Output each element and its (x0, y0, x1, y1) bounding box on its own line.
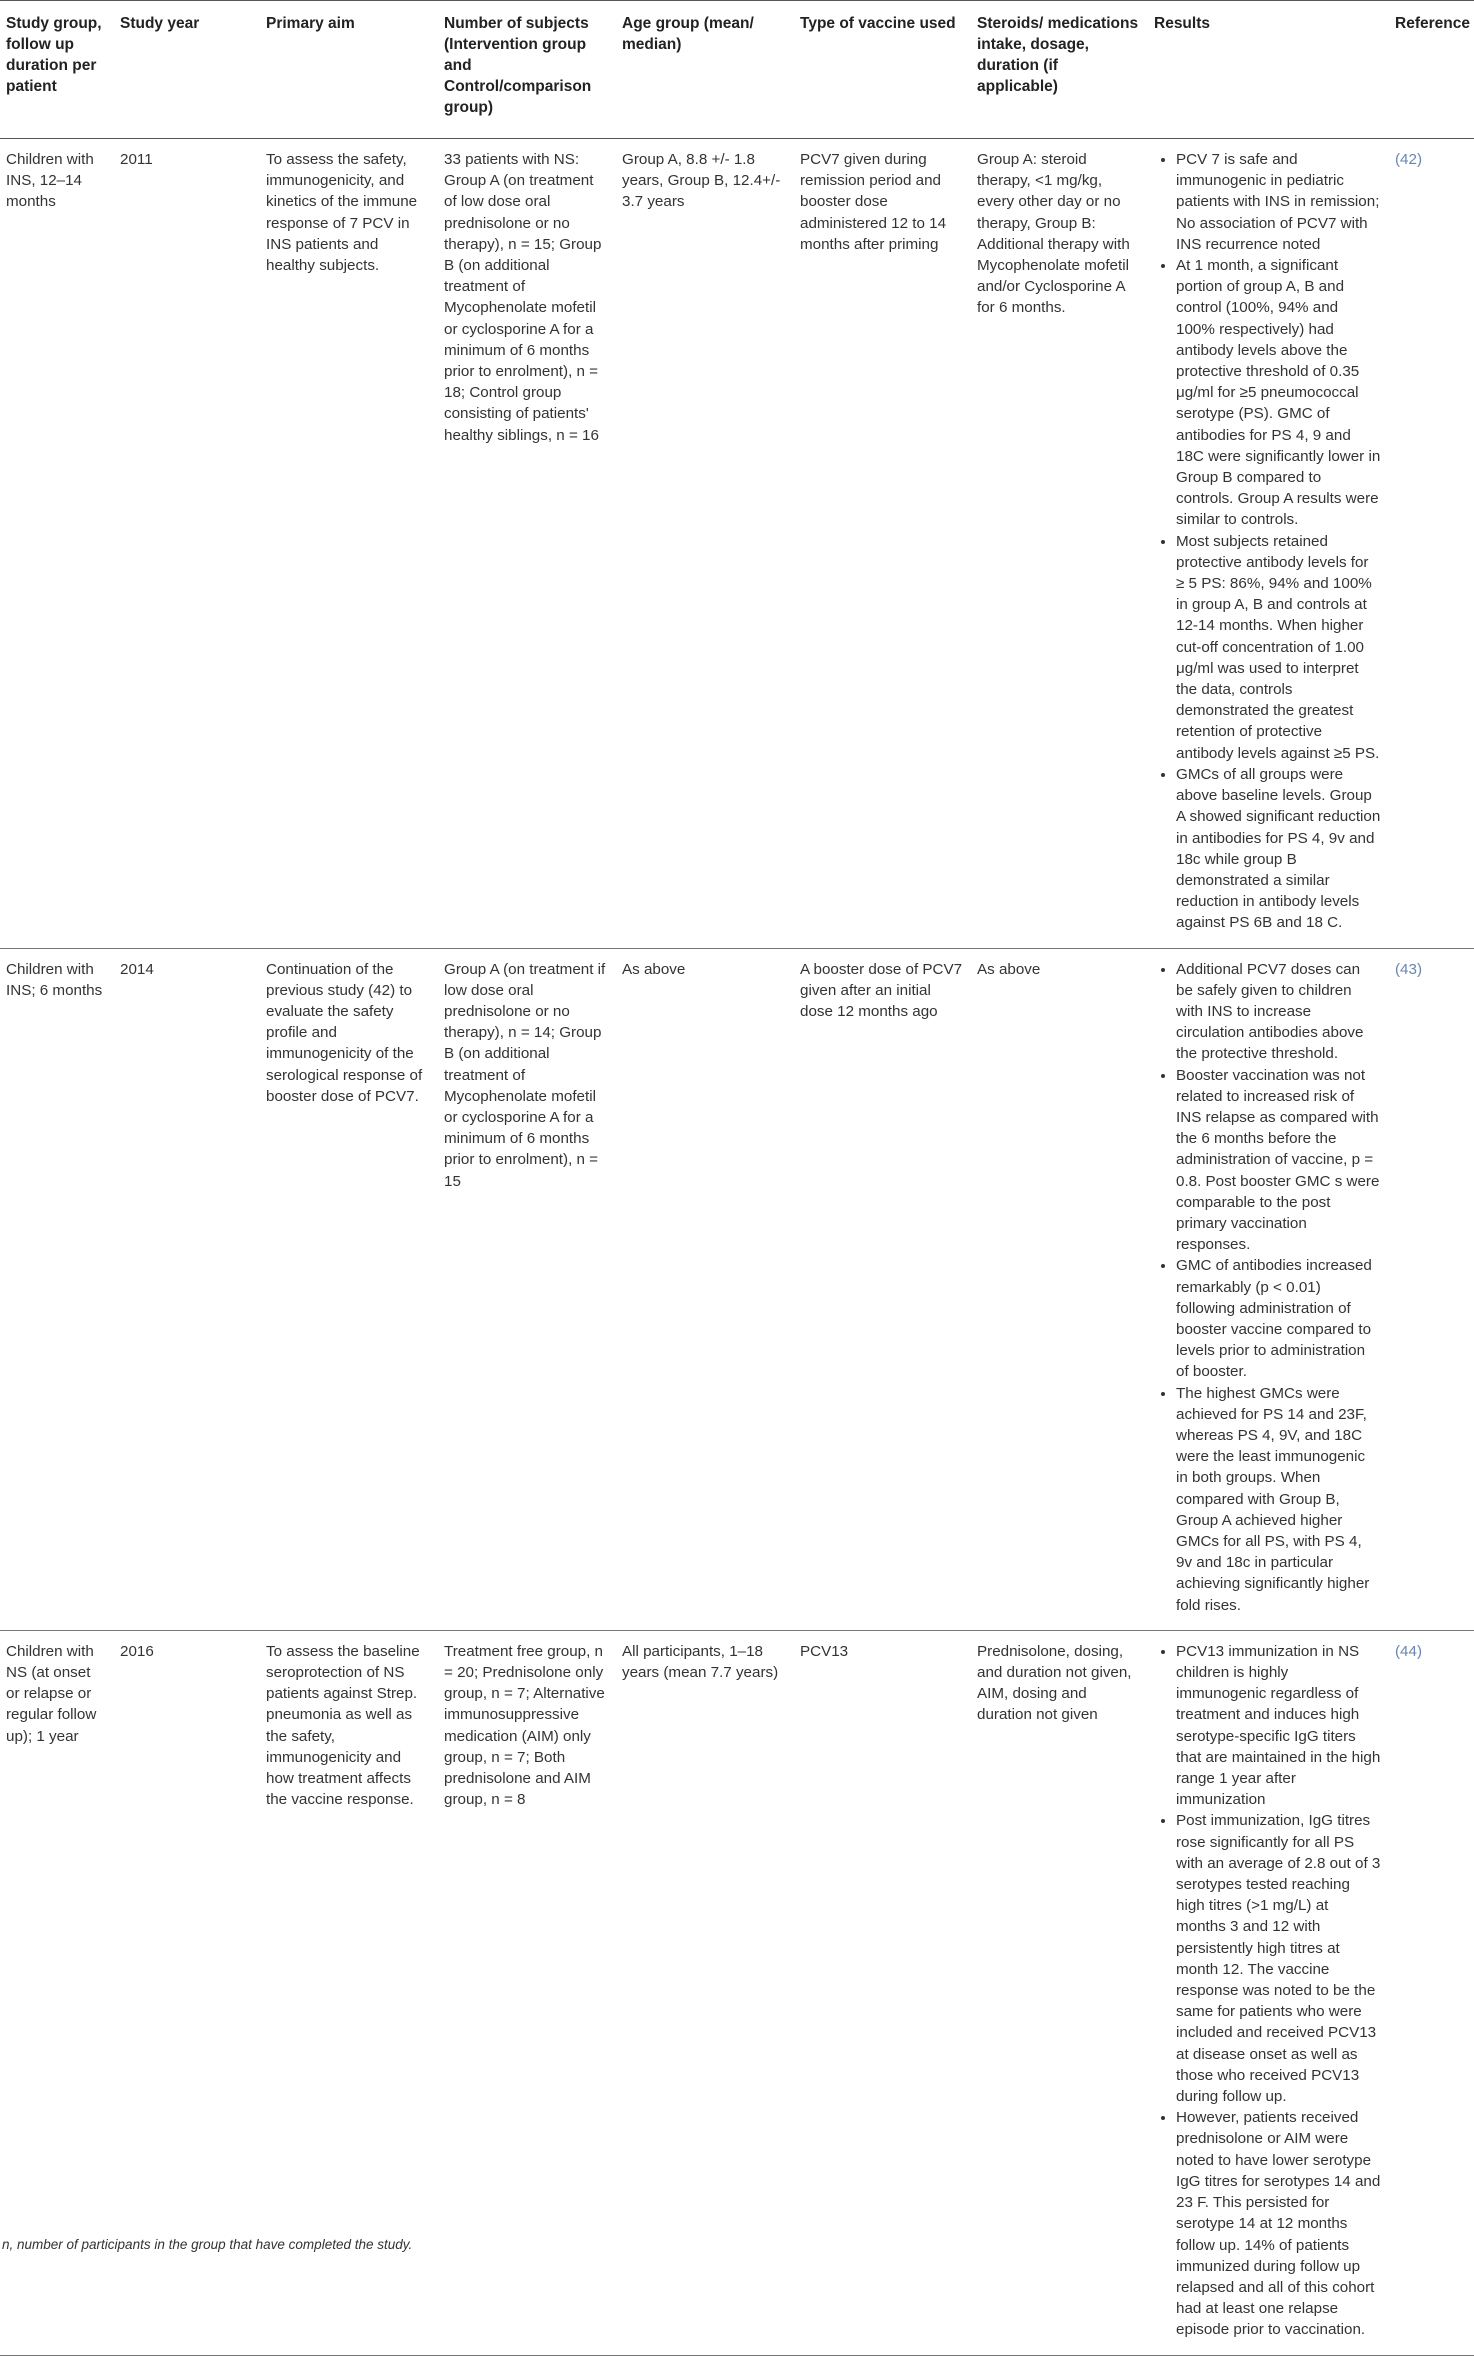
header-study-year: Study year (114, 1, 260, 139)
cell-results (1148, 948, 1389, 1630)
result-item: • However, patients received prednisolone or AIM were noted to have lower serotype IgG titres for serotypes 14 and 23 F. This persisted for serotype 14 at 12 months follow up. 14% of patients immunized during follow up relapsed and all of this cohort had at least one relapse episode prior to vaccination. (1176, 2107, 1381, 2340)
table-body (0, 139, 1474, 2356)
cell-study-group: Children with NS (at onset or relapse or regular follow up); 1 year (0, 1630, 114, 2355)
reference-link[interactable]: (44) (1395, 1642, 1423, 1660)
cell-reference (1389, 139, 1474, 949)
table-row (0, 139, 1474, 949)
cell-primary-aim: To assess the safety, immunogenicity, and kinetics of the immune response of 7 PCV in INS patients and healthy subjects. (260, 139, 438, 949)
cell-steroids: As above (971, 948, 1148, 1630)
cell-study-year: 2014 (114, 948, 260, 1630)
cell-subjects: Group A (on treatment if low dose oral prednisolone or no therapy), n = 14; Group B (on additional treatment of Mycophenolate mofetil or cyclosporine A for a minimum of 6 months prior to enrolment), n = 15 (438, 948, 616, 1630)
cell-age-group: All participants, 1–18 years (mean 7.7 years) (616, 1630, 794, 2355)
result-item: • GMC of antibodies increased remarkably (p < 0.01) following administration of booster vaccine compared to levels prior to administration of booster. (1176, 1255, 1381, 1382)
header-vaccine-type: Type of vaccine used (794, 1, 971, 139)
cell-study-group: Children with INS; 6 months (0, 948, 114, 1630)
reference-link[interactable]: (42) (1395, 151, 1423, 168)
table-footnote: n, number of participants in the group that have completed the study. (2, 2237, 413, 2252)
reference-link[interactable]: (43) (1395, 960, 1423, 978)
cell-results (1148, 1630, 1389, 2355)
result-item: • PCV 7 is safe and immunogenic in pediatric patients with INS in remission; No association of PCV7 with INS recurrence noted (1176, 149, 1381, 255)
cell-age-group: Group A, 8.8 +/- 1.8 years, Group B, 12.4+/- 3.7 years (616, 139, 794, 949)
table-row (0, 948, 1474, 1630)
result-item: • Booster vaccination was not related to increased risk of INS relapse as compared with the 6 months before the administration of vaccine, p = 0.8. Post booster GMC s were comparable to the post primary vaccination responses. (1176, 1065, 1381, 1256)
result-item: • The highest GMCs were achieved for PS 14 and 23F, whereas PS 4, 9V, and 18C were the least immunogenic in both groups. When compared with Group B, Group A achieved higher GMCs for all PS, with PS 4, 9v and 18c in particular achieving significantly higher fold rises. (1176, 1383, 1381, 1616)
cell-study-group: Children with INS, 12–14 months (0, 139, 114, 949)
result-item: • Most subjects retained protective antibody levels for ≥ 5 PS: 86%, 94% and 100% in group A, B and controls at 12-14 months. When higher cut-off concentration of 1.00 μg/ml was used to interpret the data, controls demonstrated the greatest retention of protective antibody levels against ≥5 PS. (1176, 531, 1381, 764)
result-item: • PCV13 immunization in NS children is highly immunogenic regardless of treatment and induces high serotype-specific IgG titers that are maintained in the high range 1 year after immunization (1176, 1641, 1381, 1811)
cell-steroids: Group A: steroid therapy, <1 mg/kg, every other day or no therapy, Group B: Additional therapy with Mycophenolate mofetil and/or Cyclosporine A for 6 months. (971, 139, 1148, 949)
result-item: • Additional PCV7 doses can be safely given to children with INS to increase circulation antibodies above the protective threshold. (1176, 959, 1381, 1065)
header-reference: Reference (1389, 1, 1474, 139)
cell-study-year: 2016 (114, 1630, 260, 2355)
table-header (0, 1, 1474, 139)
cell-subjects: 33 patients with NS: Group A (on treatment of low dose oral prednisolone or no therapy), n = 15; Group B (on additional treatment of Mycophenolate mofetil or cyclosporine A for a minimum of 6 months prior to enrolment), n = 18; Control group consisting of patients' healthy siblings, n = 16 (438, 139, 616, 949)
results-list (1148, 959, 1381, 1616)
header-number-of-subjects: Number of subjects (Intervention group and Control/comparison group) (438, 1, 616, 139)
result-item: • Post immunization, IgG titres rose significantly for all PS with an average of 2.8 out of 3 serotypes tested reaching high titres (>1 mg/L) at months 3 and 12 with persistently high titres at month 12. The vaccine response was noted to be the same for patients who were included and received PCV13 at disease onset as well as those who received PCV13 during follow up. (1176, 1810, 1381, 2107)
cell-vaccine: PCV7 given during remission period and booster dose administered 12 to 14 months after priming (794, 139, 971, 949)
result-item: • At 1 month, a significant portion of group A, B and control (100%, 94% and 100% respectively) had antibody levels above the protective threshold of 0.35 μg/ml for ≥5 pneumococcal serotype (PS). GMC of antibodies for PS 4, 9 and 18C were significantly lower in Group B compared to controls. Group A results were similar to controls. (1176, 255, 1381, 531)
cell-age-group: As above (616, 948, 794, 1630)
header-study-group: Study group, follow up duration per patient (0, 1, 114, 139)
result-item: • GMCs of all groups were above baseline levels. Group A showed significant reduction in antibodies for PS 4, 9v and 18c while group B demonstrated a similar reduction in antibody levels against PS 6B and 18 C. (1176, 764, 1381, 934)
results-list (1148, 149, 1381, 934)
cell-primary-aim: Continuation of the previous study (42) to evaluate the safety profile and immunogenicity of the serological response of booster dose of PCV7. (260, 948, 438, 1630)
cell-steroids: Prednisolone, dosing, and duration not given, AIM, dosing and duration not given (971, 1630, 1148, 2355)
cell-primary-aim: To assess the baseline seroprotection of NS patients against Strep. pneumonia as well as the safety, immunogenicity and how treatment affects the vaccine response. (260, 1630, 438, 2355)
header-results: Results (1148, 1, 1389, 139)
cell-results (1148, 139, 1389, 949)
header-primary-aim: Primary aim (260, 1, 438, 139)
cell-subjects: Treatment free group, n = 20; Prednisolone only group, n = 7; Alternative immunosuppressive medication (AIM) only group, n = 7; Both prednisolone and AIM group, n = 8 (438, 1630, 616, 2355)
results-list (1148, 1641, 1381, 2341)
header-row (0, 1, 1474, 139)
cell-vaccine: PCV13 (794, 1630, 971, 2355)
header-age-group: Age group (mean/ median) (616, 1, 794, 139)
cell-study-year: 2011 (114, 139, 260, 949)
cell-vaccine: A booster dose of PCV7 given after an initial dose 12 months ago (794, 948, 971, 1630)
cell-reference (1389, 948, 1474, 1630)
cell-reference (1389, 1630, 1474, 2355)
header-steroids: Steroids/ medications intake, dosage, duration (if applicable) (971, 1, 1148, 139)
